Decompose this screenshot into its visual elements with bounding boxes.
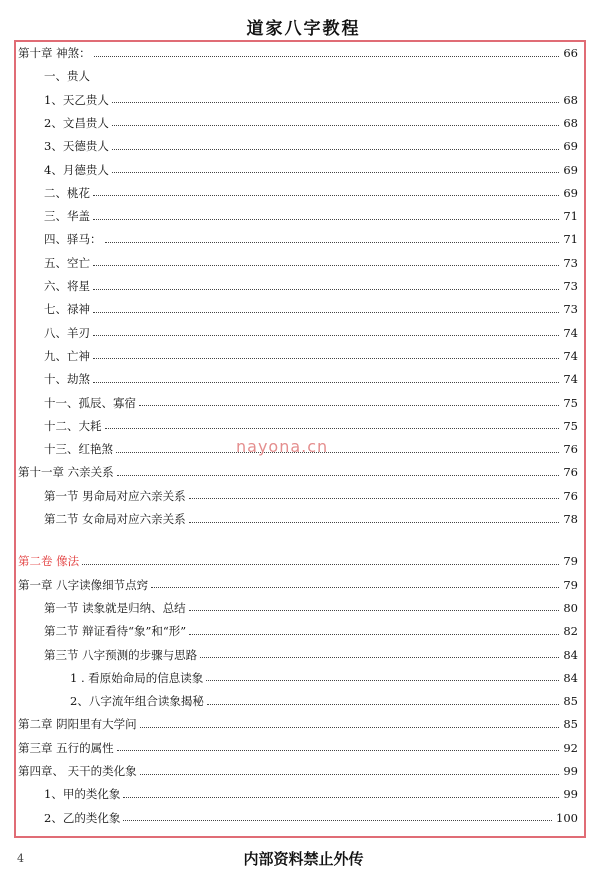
dot-leader [112,125,560,126]
toc-entry-label: 六、将星 [44,279,90,293]
dot-leader [206,680,559,681]
toc-entry-page: 75 [563,418,578,433]
dot-leader [207,704,560,705]
toc-entry-page: 85 [563,717,578,732]
toc-entry[interactable] [18,44,578,62]
toc-entry-label: 第二章 阴阳里有大学问 [18,717,137,732]
toc-entry[interactable] [18,715,578,733]
toc-entry-label: 三、华盖 [44,209,90,224]
toc-entry[interactable] [44,394,578,412]
page-number: 4 [17,852,24,865]
dot-leader [93,382,559,383]
toc-entry-page: 71 [563,232,578,247]
toc-entry-page: 76 [563,488,578,503]
dot-leader [93,335,559,336]
dot-leader [93,312,559,313]
dot-leader [116,452,559,453]
toc-entry[interactable] [44,646,578,664]
toc-entry-page: 76 [563,465,578,480]
toc-entry[interactable] [44,370,578,388]
dot-leader [93,358,559,359]
toc-entry[interactable] [44,137,578,155]
toc-entry[interactable] [18,552,578,570]
toc-entry[interactable] [44,114,578,132]
toc-entry-label: 1、甲的类化象 [44,787,121,802]
dot-leader [93,219,559,220]
dot-leader [93,195,559,196]
toc-entry-label: 第三节 八字预测的步骤与思路 [44,647,198,662]
toc-entry[interactable] [44,254,578,272]
dot-leader [189,498,560,499]
toc-entry[interactable] [70,669,578,687]
toc-entry-page: 66 [563,46,578,60]
toc-entry[interactable] [44,622,578,640]
toc-entry-page: 74 [563,372,578,387]
toc-entry[interactable] [44,91,578,109]
toc-entry-label: 十、劫煞 [44,372,90,387]
toc-entry-label: 二、桃花 [44,185,90,200]
dot-leader [189,634,559,635]
toc-entry[interactable] [44,230,578,248]
toc-entry[interactable] [44,347,578,365]
toc-entry-label: 四、驿马： [44,232,102,247]
toc-entry[interactable] [44,161,578,179]
toc-entry-label: 九、亡神 [44,348,90,363]
toc-entry-label: 第一节 男命局对应六亲关系 [44,488,186,503]
dot-leader [93,289,559,290]
toc-entry-page: 100 [556,810,578,825]
toc-entry[interactable] [44,184,578,202]
toc-entry-page: 82 [563,624,578,639]
toc-entry-page: 85 [563,694,578,709]
toc-entry[interactable] [18,463,578,481]
toc-entry-page: 99 [563,787,578,802]
toc-entry-page: 71 [563,209,578,224]
watermark: nayona.cn [236,437,329,456]
toc-entry[interactable] [44,324,578,342]
toc-entry[interactable] [44,809,578,827]
dot-leader [93,265,559,266]
toc-entry-page: 69 [563,162,578,177]
dot-leader [140,774,560,775]
toc-entry-page: 68 [563,115,578,130]
dot-leader [94,56,560,57]
toc-entry[interactable] [44,785,578,803]
document-title: 道家八字教程 [246,19,361,39]
toc-entry[interactable] [18,762,578,780]
toc-entry-page: 73 [563,302,578,317]
toc-entry-page: 68 [563,92,578,107]
dot-leader [117,475,560,476]
toc-entry[interactable] [70,692,578,710]
toc-entry-label: 1 . 看原始命局的信息读象 [70,670,204,685]
toc-entry[interactable] [44,417,578,435]
footer-notice: 内部资料禁止外传 [243,850,364,868]
toc-entry-page: 75 [563,395,578,410]
toc-entry-label: 第一节 读象就是归纳、总结 [44,600,186,615]
toc-entry-label: 3、天德贵人 [44,139,109,154]
dot-leader [82,564,559,565]
dot-leader [123,797,559,798]
toc-entry-label: 十一、孤辰、寡宿 [44,395,136,410]
toc-entry[interactable] [44,67,578,85]
toc-entry-label: 第二卷 像法 [18,554,80,569]
toc-entry[interactable] [44,207,578,225]
toc-entry-page: 80 [563,600,578,615]
toc-entry-page: 73 [563,255,578,270]
toc-entry[interactable] [44,510,578,528]
toc-entry-label: 2、文昌贵人 [44,115,109,130]
toc-entry-page: 79 [563,554,578,569]
dot-leader [105,428,560,429]
toc-entry-label: 第十一章 六亲关系 [18,465,114,480]
toc-entry-label: 第二节 女命局对应六亲关系 [44,512,186,526]
toc-entry-label: 十三、红艳煞 [44,442,113,457]
toc-entry-label: 第一章 八字读像细节点窍 [18,577,149,592]
toc-entry[interactable] [44,599,578,617]
toc-entry-label: 十二、大耗 [44,418,102,433]
dot-leader [112,172,560,173]
dot-leader [140,727,560,728]
toc-entry-page: 84 [563,670,578,685]
toc-entry-page: 74 [563,348,578,363]
dot-leader [151,587,559,588]
dot-leader [139,405,559,406]
toc-entry-page: 92 [563,740,578,755]
toc-entry-label: 第三章 五行的属性 [18,740,114,755]
toc-entry-label: 2、八字流年组合读象揭秘 [70,694,204,709]
toc-entry-label: 五、空亡 [44,255,90,270]
toc-entry-label: 第二节 辩证看待“象”和“形” [44,624,187,639]
toc-entry-page: 84 [563,647,578,662]
toc-entry-page: 69 [563,139,578,154]
toc-entry-label: 七、禄神 [44,302,90,317]
toc-entry[interactable] [44,487,578,505]
toc-entry-label: 第十章 神煞： [18,46,91,60]
dot-leader [189,610,560,611]
dot-leader [200,657,559,658]
toc-entry[interactable] [18,739,578,757]
toc-entry[interactable] [44,277,578,295]
dot-leader [117,750,560,751]
toc-entry-label: 1、天乙贵人 [44,92,109,107]
toc-entry-page: 74 [563,325,578,340]
toc-entry-label: 一、贵人 [44,69,90,84]
toc-entry-page: 69 [563,185,578,200]
toc-entry-page: 78 [563,512,578,526]
dot-leader [105,242,560,243]
toc-entry[interactable] [18,576,578,594]
toc-entry-page: 76 [563,442,578,457]
toc-entry-label: 八、羊刃 [44,325,90,340]
dot-leader [112,102,560,103]
dot-leader [112,149,560,150]
toc-entry-label: 2、乙的类化象 [44,810,121,825]
toc-entry-page: 73 [563,279,578,293]
toc-entry-page: 79 [563,577,578,592]
dot-leader [189,522,560,523]
toc-entry-label: 第四章、 天干的类化象 [18,764,137,778]
toc-entry-page: 99 [563,764,578,778]
toc-entry-label: 4、月德贵人 [44,162,109,177]
toc-entry[interactable] [44,300,578,318]
dot-leader [123,820,552,821]
